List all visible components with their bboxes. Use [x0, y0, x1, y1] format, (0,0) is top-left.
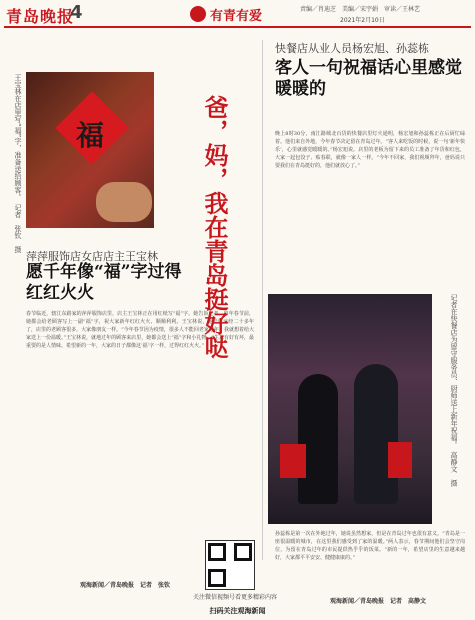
right-photo — [268, 294, 432, 524]
person-silhouette — [354, 364, 398, 504]
big-quote: 爸，妈，我在青岛挺好哒 — [200, 95, 229, 359]
section-title: 有青有爱 — [210, 9, 263, 24]
left-photo — [26, 72, 154, 228]
right-kicker: 快餐店从业人员杨宏旭、孙蕊栋 — [275, 42, 429, 55]
hand-shape — [96, 182, 152, 222]
right-headline: 客人一句祝福话心里感觉暖暖的 — [275, 58, 462, 99]
header-rule — [4, 26, 471, 28]
editors-line: 责编／肖迪芝 美编／宋宇娟 审读／王林艺 — [300, 6, 421, 13]
right-body-bottom: 孙蕊栋是第一次在外地过年，她说虽然想家，但是在青岛过年也很有意义。“青岛是一座很温暖的城市，在这里我们感受到了家的温暖。”两人表示，春节期间他们会坚守岗位，为留在青岛过年的市民提供热乎乎的饭菜。“新的一年，希望店里的生意越来越好，大家都平平安安、健健康康的。” — [275, 531, 465, 561]
red-gift-bag — [280, 444, 306, 478]
qr-finder-icon — [234, 543, 252, 561]
right-body-top: 晚上8时30分，南江路城北百货的快餐店里灯火通明，杨宏旭和孙蕊栋正在后厨忙碌着。他们来自外地，今年春节决定留在青岛过年。“客人来吃饭的时候，说一句‘新年快乐’，心里就感觉暖暖的。”杨宏旭说。店里的老板为留下来的员工准备了年货和红包，大家一起包饺子、贴春联，就像一家人一样。“今年不回家，我们视频拜年，爸妈说只要我们在青岛挺好的，他们就放心了。” — [275, 131, 465, 169]
left-kicker: 萍萍服饰店女店店主王宝林 — [26, 250, 158, 263]
right-photo-caption: 记者在快餐店为留守服务员、厨师送上新年祝福。 高静文 摄 — [450, 294, 458, 487]
qr-caption: 关注微信视频号看更多精彩内容 — [192, 594, 277, 601]
left-headline: 愿千年像“福”字过得红红火火 — [26, 262, 182, 303]
footer-line: 扫码关注观海新闻 — [209, 607, 266, 615]
left-photo-caption: 王宝林在店里写“福”字，准备送给顾客。 记者 张钦 摄 — [14, 74, 22, 253]
person-silhouette — [298, 374, 338, 504]
issue-date: 2021年2月10日 — [340, 17, 385, 24]
masthead-logo: 青岛晚报 — [6, 7, 75, 26]
column-rule — [262, 40, 263, 560]
left-body: 春节临近，辖江东路家的萍萍服饰店里，店主王宝林正在用红纸写“福”字。她告诉记者，每年春节前，她都会给老顾客写上一副“福”字，祝大家新年红红火火、顺顺利利。王宝林说，她开店已经二十多年了，店里的老顾客很多，大家像朋友一样。“今年春节因为疫情，很多人不能回老家过年，我就想着给大家送上一份温暖。”王宝林说，就地过年的顾客来店里，她都会送上“福”字和小礼物。“生意有好有坏，最重要的是人情味。希望新的一年，大家的日子都像这‘福’字一样，过得红红火火。” — [26, 311, 254, 349]
right-signature: 观海新闻／青岛晚报 记者 高静文 — [330, 598, 427, 605]
qr-finder-icon — [208, 569, 226, 587]
fu-calligraphy-icon: 福 — [76, 119, 105, 152]
section-badge-icon — [190, 6, 206, 22]
red-gift-bag — [388, 442, 412, 478]
left-signature: 观海新闻／青岛晚报 记者 张钦 — [80, 582, 171, 589]
page-number: 4 — [70, 2, 83, 23]
qr-code[interactable] — [205, 540, 255, 590]
qr-finder-icon — [208, 543, 226, 561]
